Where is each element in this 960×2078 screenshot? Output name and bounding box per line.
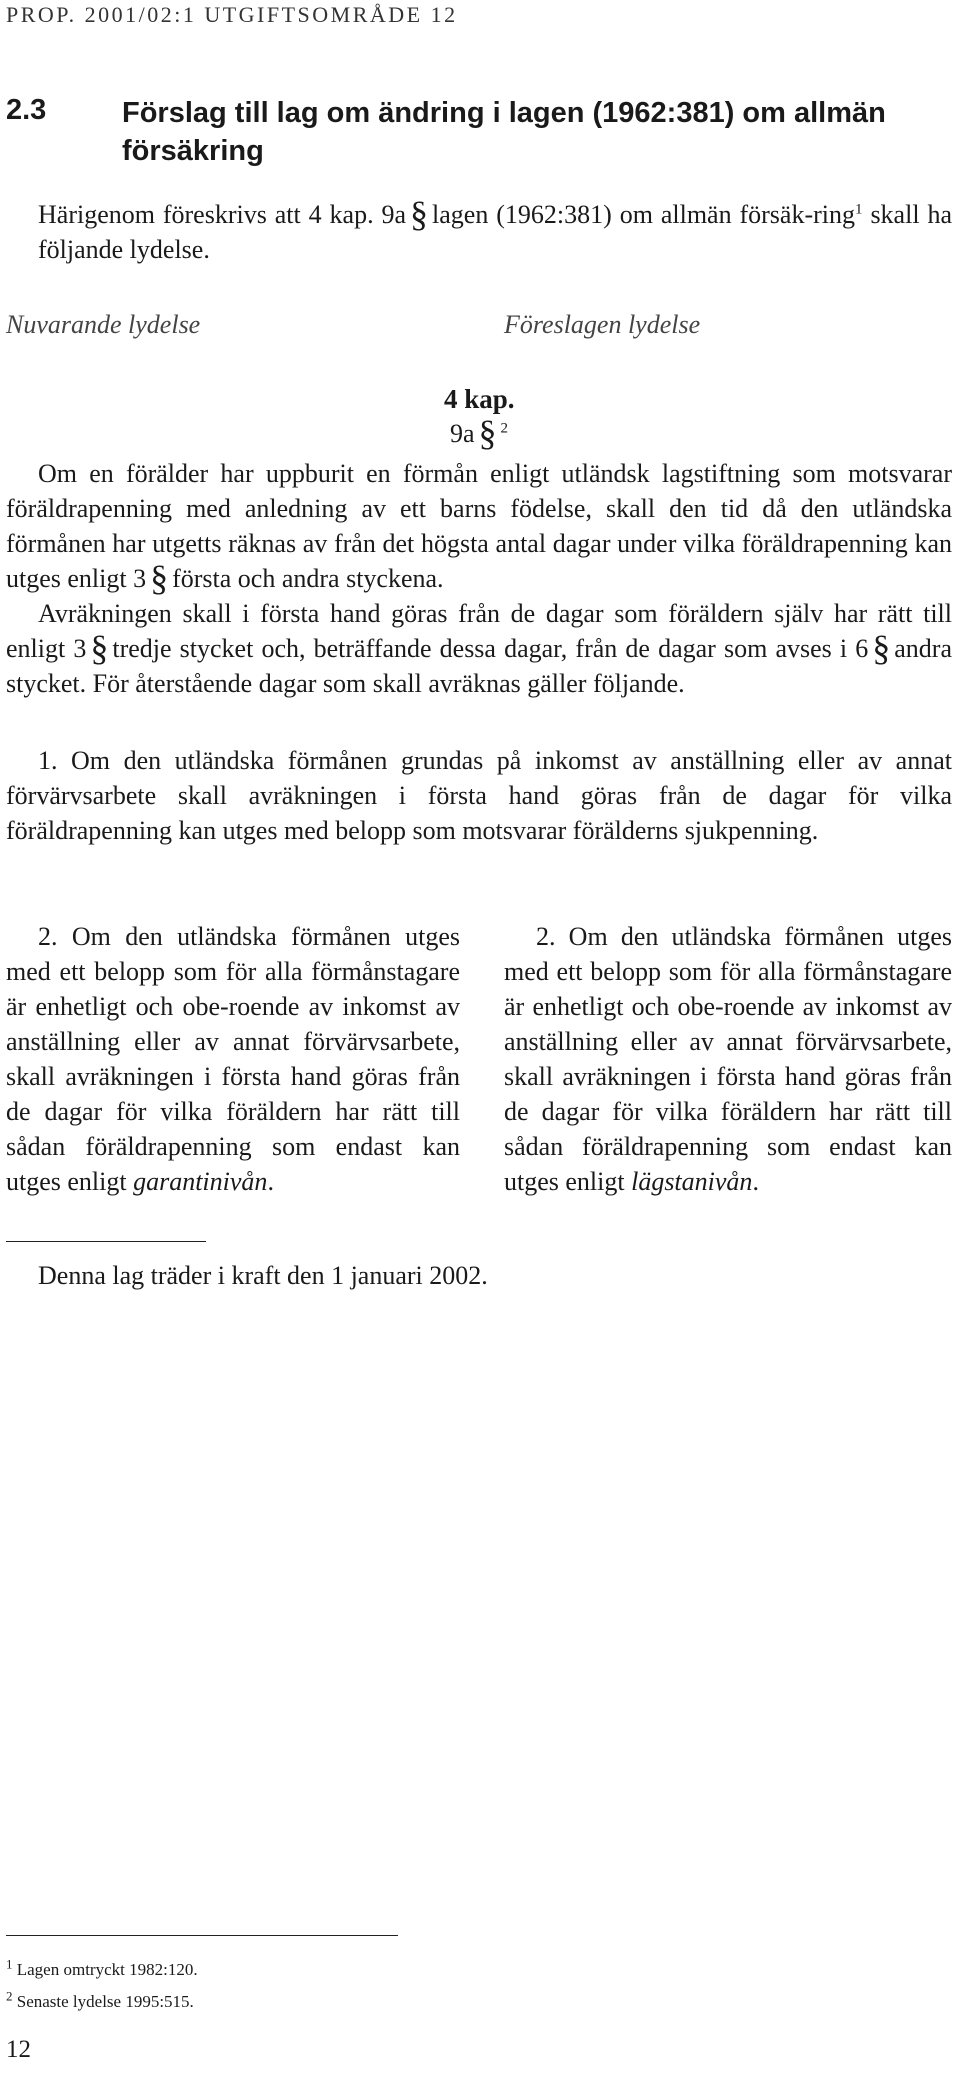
commencement-text: Denna lag träder i kraft den 1 januari 2002. (38, 1261, 488, 1290)
current-wording-label: Nuvarande lydelse (6, 310, 201, 339)
section-number: 2.3 (6, 94, 47, 126)
proposed-wording-text (504, 919, 952, 1199)
proposed-wording-body: 2. Om den utländska förmånen utges med ett belopp som för alla förmånstagare är enhetligt och obe-roende av inkomst av anställning eller av annat förvärvsarbete, skall avräkningen i första hand göras från de dagar för vilka föräldern har rätt till sådan föräldrapenning som endast kan utges enligt (504, 922, 952, 1196)
intro-part2: lagen (1962:381) om allmän försäk-ring (432, 200, 856, 229)
section-sign: § (150, 558, 169, 598)
section-sign: § (90, 628, 109, 668)
proposed-wording-emphasis: lägstanivån (631, 1167, 753, 1196)
footnote-2 (6, 1988, 194, 2012)
proposed-wording-label: Föreslagen lydelse (504, 310, 701, 339)
p1-text-a: Om en förälder har uppburit en förmån enligt utländsk lagstiftning som motsvarar föräldrapenning med anledning av ett barns födelse, skall den tid då den utländska förmånen har utgetts räknas av från det högsta antal dagar under vilka föräldrapenning kan utges enligt 3 (6, 459, 952, 593)
p1-text-b: första och andra styckena. (172, 564, 444, 593)
footnote-num: 2 (6, 1988, 13, 2004)
period: . (752, 1167, 759, 1196)
footnote-ref-2[interactable]: 2 (500, 420, 509, 437)
p2-text-b: tredje stycket och, beträffande dessa dagar, från de dagar som avses i 6 (112, 634, 869, 663)
period: . (267, 1167, 274, 1196)
chapter-heading: 4 kap. (444, 384, 515, 414)
intro-part1: Härigenom föreskrivs att 4 kap. 9a (38, 200, 407, 229)
section-sign: § (872, 628, 891, 668)
intro-part3: skall ha följande lydelse. (38, 200, 952, 264)
body-paragraph-2 (6, 596, 952, 701)
footnote-1 (6, 1956, 198, 1980)
body-paragraph-1 (6, 456, 952, 596)
footnote-text: Lagen omtryckt 1982:120. (16, 1960, 198, 1979)
current-wording-body: 2. Om den utländska förmånen utges med ett belopp som för alla förmånstagare är enhetligt och obe-roende av inkomst av anställning eller av annat förvärvsarbete, skall avräkningen i första hand göras från de dagar för vilka föräldern har rätt till sådan föräldrapenning som endast kan utges enligt (6, 922, 460, 1196)
paragraph-heading (450, 413, 509, 453)
current-wording-emphasis: garantinivån (133, 1167, 268, 1196)
p2-text-a: Avräkningen skall i första hand göras från de dagar som föräldern själv har rätt till enligt 3 (6, 599, 952, 663)
footnote-text: Senaste lydelse 1995:515. (16, 1992, 194, 2011)
footnote-ref-1[interactable]: 1 (855, 201, 863, 218)
current-wording-text (6, 919, 460, 1199)
paragraph-number: 9a (450, 419, 475, 448)
p2-text-c: andra stycket. För återstående dagar som skall avräknas gäller följande. (6, 634, 953, 698)
divider-rule (6, 1241, 206, 1242)
footnote-num: 1 (6, 1956, 13, 1972)
intro-paragraph (38, 194, 952, 267)
running-head: PROP. 2001/02:1 UTGIFTSOMRÅDE 12 (6, 2, 458, 27)
section-title: Förslag till lag om ändring i lagen (1962:381) om allmän försäkring (122, 97, 886, 167)
section-sign: § (410, 194, 429, 234)
footnote-rule (6, 1935, 398, 1936)
section-sign: § (478, 413, 497, 453)
body-paragraph-3: 1. Om den utländska förmånen grundas på inkomst av anställning eller av annat förvärvsarbete skall avräkningen i första hand göras från de dagar för vilka föräldrapenning kan utges med belopp som motsvarar förälderns sjukpenning. (6, 746, 952, 845)
page-number: 12 (6, 2036, 31, 2063)
